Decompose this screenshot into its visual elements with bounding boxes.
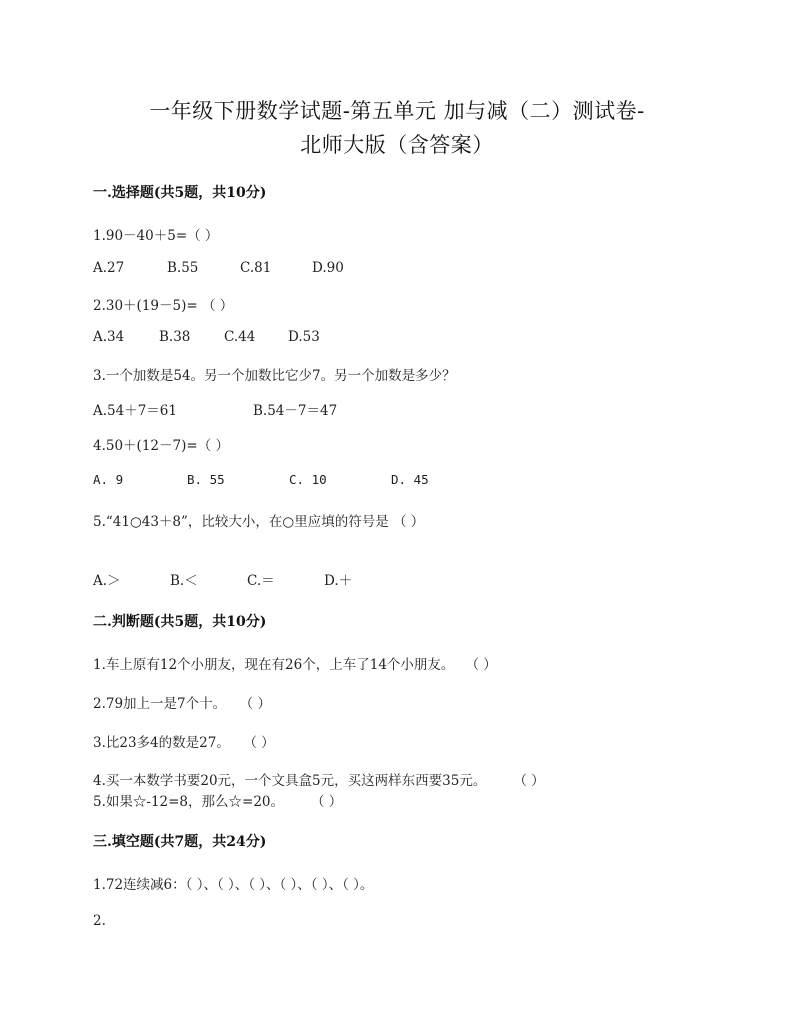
section-heading-judge: 二.判断题(共5题，共10分) [93,614,267,630]
choice-q3-option-b: B.54－7＝47 [253,403,338,419]
choice-q5-option-d: D.＋ [324,573,353,589]
fill-question-2: 2. [93,913,106,929]
section-heading-choice: 一.选择题(共5题，共10分) [93,185,267,201]
choice-q3-option-a: A.54＋7＝61 [93,403,177,419]
judge-question-1: 1.车上原有12个小朋友，现在有26个，上车了14个小朋友。 （ ） [93,657,497,673]
choice-question-5: 5.“41○43＋8”，比较大小，在○里应填的符号是 （ ） [93,514,425,530]
choice-q4-option-d: D. 45 [391,472,429,487]
choice-q5-option-b: B.＜ [170,573,198,589]
choice-q2-option-d: D.53 [288,329,320,345]
choice-q2-option-b: B.38 [159,329,191,345]
choice-q4-option-a: A. 9 [93,472,124,487]
choice-q5-option-c: C.＝ [247,573,275,589]
choice-q4-option-c: C. 10 [289,472,327,487]
document-title-line-1: 一年级下册数学试题-第五单元 加与减（二）测试卷- [149,99,645,123]
choice-q2-option-a: A.34 [93,329,125,345]
judge-question-2: 2.79加上一是7个十。 （ ） [93,696,271,712]
document-title-line-2: 北师大版（含答案） [300,133,494,157]
section-heading-fill: 三.填空题(共7题，共24分) [93,834,267,850]
choice-q1-option-c: C.81 [240,260,272,276]
choice-q2-option-c: C.44 [224,329,256,345]
choice-question-3: 3.一个加数是54。另一个加数比它少7。另一个加数是多少？ [93,368,456,384]
choice-q1-option-d: D.90 [312,260,344,276]
judge-question-3: 3.比23多4的数是27。 （ ） [93,735,275,751]
judge-question-4: 4.买一本数学书要20元，一个文具盒5元，买这两样东西要35元。 （ ） [93,773,545,789]
choice-question-1: 1.90－40＋5=（ ） [93,228,219,244]
fill-question-1: 1.72连续减6：（ ）、（ ）、（ ）、（ ）、（ ）、（ ）。 [93,877,374,893]
choice-q5-option-a: A.＞ [93,573,121,589]
choice-q1-option-b: B.55 [167,260,199,276]
choice-q4-option-b: B. 55 [187,472,225,487]
choice-q1-option-a: A.27 [93,260,125,276]
judge-question-5: 5.如果☆-12=8，那么☆=20。 （ ） [93,794,343,810]
choice-question-4: 4.50＋(12－7)=（ ） [93,438,229,454]
choice-question-2: 2.30＋(19－5)= （ ） [93,298,234,314]
